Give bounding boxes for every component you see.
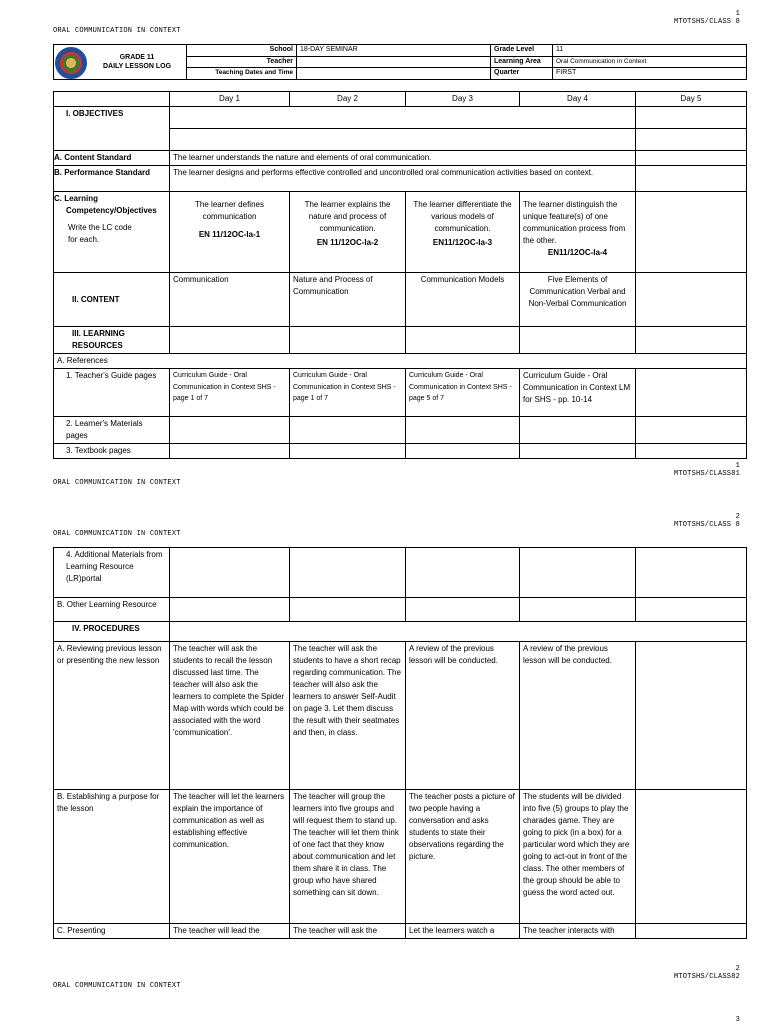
day-header-4: Day 4: [520, 92, 636, 107]
purpose-day2: The teacher will group the learners into five groups and will request them to stand up. The teacher will let them think of one fact that they know about communication and let them share it in class. The group who have shared something can sit down.: [290, 790, 406, 924]
learning-resources-heading: III. LEARNING RESOURCES: [54, 327, 170, 354]
learning-area-value: Oral Communication in Context: [553, 56, 747, 68]
additional-materials-label: 4. Additional Materials from Learning Resource (LR)portal: [54, 548, 170, 598]
performance-standard-label: B. Performance Standard: [54, 166, 170, 192]
objectives-heading: I. OBJECTIVES: [54, 107, 170, 151]
competency-day3: The learner differentiate the various models of communication. EN11/12OC-Ia-3: [406, 192, 520, 273]
running-footer: ORAL COMMUNICATION IN CONTEXT: [53, 982, 181, 990]
page-number-top: 2 MTOTSHS/CLASS 8: [673, 513, 740, 529]
quarter-label: Quarter: [491, 68, 553, 80]
competency-day4: The learner distinguish the unique feature(s) of one communication process from the other. EN11/12OC-Ia-4: [520, 192, 636, 273]
grade-level-label: Grade Level: [491, 45, 553, 57]
competency-day1: The learner defines communication EN 11/12OC-Ia-1: [170, 192, 290, 273]
deped-seal-icon: [54, 45, 88, 79]
other-resources-label: B. Other Learning Resource: [54, 598, 170, 622]
review-day3: A review of the previous lesson will be conducted.: [406, 642, 520, 790]
purpose-label: B. Establishing a purpose for the lesson: [54, 790, 170, 924]
review-day2: The teacher will ask the students to have a short recap regarding communication. The teacher will also ask the learners to answer Self-Audit on page 3. Let them discuss the result with their seatmates and then, in class.: [290, 642, 406, 790]
presenting-day2: The teacher will ask the: [290, 924, 406, 939]
presenting-day3: Let the learners watch a: [406, 924, 520, 939]
dll-table-page1: [53, 91, 747, 459]
procedures-heading: IV. PROCEDURES: [54, 622, 170, 642]
review-label: A. Reviewing previous lesson or presenting the new lesson: [54, 642, 170, 790]
school-value: 18-DAY SEMINAR: [297, 45, 491, 57]
dll-table-page2: [53, 547, 747, 939]
content-standard-text: The learner understands the nature and elements of oral communication.: [170, 151, 636, 166]
competency-day2: The learner explains the nature and process of communication. EN 11/12OC-Ia-2: [290, 192, 406, 273]
learners-materials-label: 2. Learner's Materials pages: [54, 417, 170, 444]
page-number-top: 1 MTOTSHS/CLASS 8: [673, 10, 740, 26]
presenting-day4: The teacher interacts with: [520, 924, 636, 939]
lesson-log-header: [53, 44, 747, 80]
content-day4: Five Elements of Communication Verbal and Non-Verbal Communication: [520, 273, 636, 327]
page-number-bottom: 1 MTOTSHS/CLASS81: [673, 462, 740, 478]
dates-value: [297, 68, 491, 80]
review-day4: A review of the previous lesson will be conducted.: [520, 642, 636, 790]
teachers-guide-day4: Curriculum Guide - Oral Communication in Context LM for SHS - pp. 10-14: [520, 369, 636, 417]
header-logo-cell: [54, 45, 187, 80]
page-number-top: 3: [735, 1016, 740, 1024]
teachers-guide-day3: Curriculum Guide - Oral Communication in Context SHS - page 5 of 7: [406, 369, 520, 417]
content-standard-label: A. Content Standard: [54, 151, 170, 166]
content-day1: Communication: [170, 273, 290, 327]
day-header-3: Day 3: [406, 92, 520, 107]
teachers-guide-day1: Curriculum Guide - Oral Communication in Context SHS - page 1 of 7: [170, 369, 290, 417]
day-header-2: Day 2: [290, 92, 406, 107]
teacher-value: [297, 56, 491, 68]
dates-label: Teaching Dates and Time: [187, 68, 297, 80]
textbook-pages-label: 3. Textbook pages: [54, 444, 170, 459]
corner-cell: [54, 92, 170, 107]
purpose-day4: The students will be divided into five (5) groups to play the charades game. They are going to pick (in a box) for a particular word which they are going to act-out in front of the class. The other members of the group should be able to guess the word acted out.: [520, 790, 636, 924]
running-header: ORAL COMMUNICATION IN CONTEXT: [53, 530, 181, 538]
review-day1: The teacher will ask the students to recall the lesson discussed last time. The teacher will also ask the learners to complete the Spider Map with words which could be associated with the word 'communication'.: [170, 642, 290, 790]
presenting-label: C. Presenting: [54, 924, 170, 939]
school-label: School: [187, 45, 297, 57]
purpose-day3: The teacher posts a picture of two people having a conversation and asks students to state their observations regarding the picture.: [406, 790, 520, 924]
teachers-guide-label: 1. Teacher's Guide pages: [54, 369, 170, 417]
running-footer: ORAL COMMUNICATION IN CONTEXT: [53, 479, 181, 487]
performance-standard-text: The learner designs and performs effective controlled and uncontrolled oral communication activities based on context.: [170, 166, 636, 192]
day-header-5: Day 5: [636, 92, 747, 107]
quarter-value: FIRST: [553, 68, 747, 80]
running-header: ORAL COMMUNICATION IN CONTEXT: [53, 27, 181, 35]
day-header-1: Day 1: [170, 92, 290, 107]
content-day2: Nature and Process of Communication: [290, 273, 406, 327]
content-day3: Communication Models: [406, 273, 520, 327]
content-heading: II. CONTENT: [54, 273, 170, 327]
competency-label: C. Learning Competency/Objectives Write the LC code for each.: [54, 192, 170, 273]
references-label: A. References: [54, 354, 747, 369]
presenting-day1: The teacher will lead the: [170, 924, 290, 939]
grade-level-value: 11: [553, 45, 747, 57]
purpose-day1: The teacher will let the learners explain the importance of communication as well as establishing effective communication.: [170, 790, 290, 924]
learning-area-label: Learning Area: [491, 56, 553, 68]
teachers-guide-day2: Curriculum Guide - Oral Communication in Context SHS - page 1 of 7: [290, 369, 406, 417]
teacher-label: Teacher: [187, 56, 297, 68]
page-number-bottom: 2 MTOTSHS/CLASS82: [673, 965, 740, 981]
grade-label: GRADE 11: [119, 54, 155, 61]
dll-title: DAILY LESSON LOG: [102, 63, 172, 70]
